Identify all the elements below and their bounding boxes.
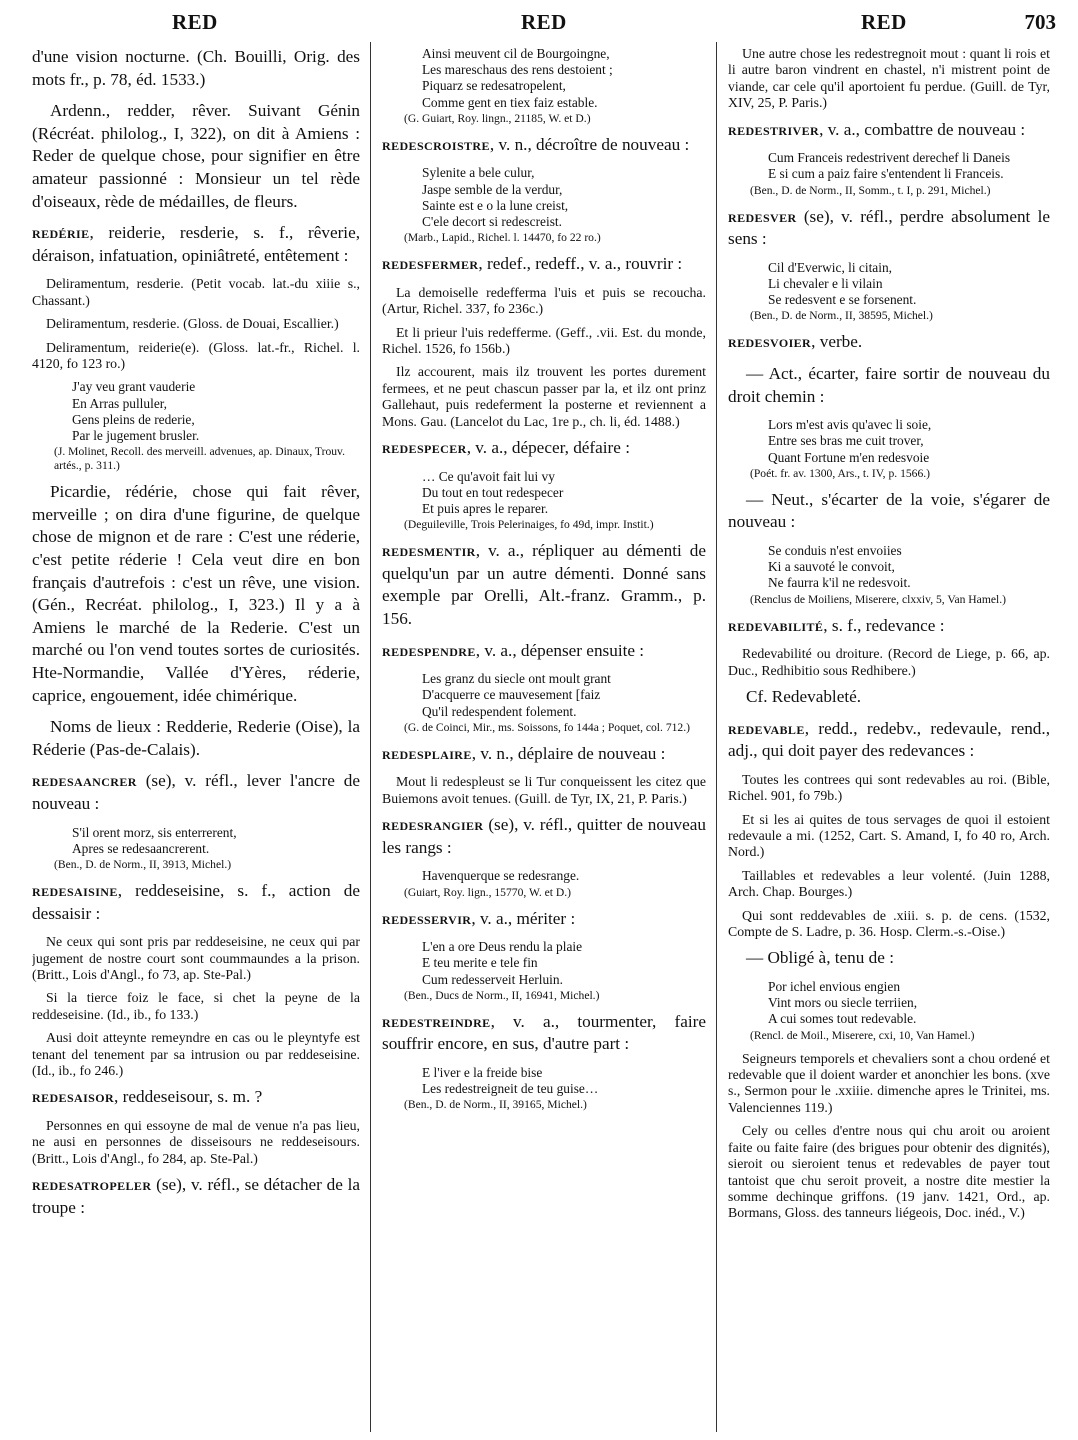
- entry-definition: , verbe.: [811, 332, 863, 352]
- verse-line: Qu'il redespendent folement.: [422, 703, 577, 719]
- citation: Toutes les contrees qui sont redevables au roi. (Bible, Richel. 901, fo 79b.): [728, 771, 1050, 804]
- verse-line: Piquarz se redesatropelent,: [422, 78, 566, 94]
- verse-line: Li chevaler e li vilain: [768, 276, 883, 292]
- citation: Qui sont reddevables de .xiii. s. p. de cens. (1532, Compte de S. Ladre, p. 36. Hosp. Clerm.-s.-Oise.): [728, 907, 1050, 940]
- verse-line: E si cum a paiz faire s'entendent li Franceis.: [768, 166, 1004, 182]
- entry-headword: redesvoier: [728, 332, 812, 352]
- entry-headword: redesver: [728, 206, 797, 226]
- dictionary-entry: [382, 253, 706, 276]
- citation: Taillables et redevables a leur volenté. (Juin 1288, Arch. Chap. Bourges.): [728, 867, 1050, 900]
- verse-quotation: [382, 1065, 706, 1112]
- entry-definition: , v. a., combattre de nouveau :: [819, 119, 1026, 139]
- dictionary-entry: [32, 222, 360, 267]
- entry-headword: redesfermer: [382, 254, 479, 274]
- verse-source: (Poét. fr. av. 1300, Ars., t. IV, p. 1566.): [750, 466, 931, 480]
- entry-definition: , v. a., dépecer, défaire :: [466, 438, 630, 458]
- entry-definition: , v. a., répliquer au démenti de quelqu'un par un autre démenti. Donné sans exemple par Orelli, Alt.-franz. Gramm., p. 156.: [382, 541, 706, 629]
- verse-line: Por ichel envious engien: [768, 979, 901, 995]
- verse-source: (Ben., D. de Norm., II, Somm., t. I, p. 291, Michel.): [750, 183, 991, 197]
- entry-headword: redespendre: [382, 640, 476, 660]
- verse-source: (Ben., D. de Norm., II, 38595, Michel.): [750, 309, 933, 323]
- dictionary-entry: [382, 814, 706, 859]
- verse-line: E l'iver e la freide bise: [422, 1065, 543, 1081]
- verse-line: A cui somes tout redevable.: [768, 1011, 917, 1027]
- citation: Cely ou celles d'entre nous qui chu aroit ou aroient faite ou faite faire (des brigues pour obtenir des dignités), sieroit ou sieroient tenus et redevables de payer tout tantoist que chu seroit proveit, a nostre dite mestier la somme dechinque griffons. (19 janv. 1421, Ord., ap. Bormans, Gloss. des tanneurs liégeois, Doc. inéd., V.): [728, 1123, 1050, 1221]
- citation: Deliramentum, resderie. (Petit vocab. lat.-du xiiie s., Chassant.): [32, 276, 360, 308]
- citation: Seigneurs temporels et chevaliers sont a chou ordené et redevable que il doient warder et anonchier les bons. (xve s., Sermon pour le .xxiiie. dimenche apres le Trinitei, ms. Valenciennes 119.): [728, 1050, 1050, 1115]
- entry-headword: redesrangier: [382, 815, 484, 835]
- entry-headword: redesaisor: [32, 1087, 115, 1107]
- verse-line: S'il orent morz, sis enterrerent,: [72, 824, 237, 840]
- citation: Et si les ai quites de tous servages de quoi il estoient redevaule a mi. (1252, Cart. S. Amand, I, fo 40 ro, Arch. Nord.): [728, 811, 1050, 860]
- dictionary-entry: [728, 331, 1050, 354]
- entry-headword: redescroistre: [382, 134, 490, 154]
- verse-line: Ainsi meuvent cil de Bourgoingne,: [422, 46, 610, 61]
- entry-paragraph: Picardie, rédérie, chose qui fait rêver, merveille ; on dira d'une figurine, de quelque chose de mignon et de rare : C'est une réderie, c'est petite réderie ! Cela veut dire en bon français d'autrefois : c'est un rêve, une vision. (Gén., Recréat. philolog., I, 323.) Il y a à Amiens le marché de la Rederie. C'est un marché ou l'on vend toutes sortes de curiosités. Hte-Normandie, Vallée d'Yères, réderie, caprice, engouement, idée chimérique.: [32, 482, 360, 705]
- verse-line: Jaspe semble de la verdur,: [422, 181, 563, 197]
- entry-definition: (se), v. réfl., perdre absolument le sens :: [728, 206, 1050, 249]
- verse-line: Ne faurra k'il ne redesvoit.: [768, 575, 911, 591]
- verse-line: Les redestreigneit de teu guise…: [422, 1081, 599, 1097]
- entry-headword: redesmentir: [382, 541, 476, 561]
- dictionary-entry: [382, 743, 706, 766]
- entry-definition: , v. a., dépenser ensuite :: [475, 640, 645, 660]
- entry-definition: , reiderie, resderie, s. f., rêverie, déraison, infatuation, opiniâtreté, entêtement :: [32, 223, 360, 265]
- verse-line: Par le jugement brusler.: [72, 427, 200, 443]
- verse-source: (Guiart, Roy. lign., 15770, W. et D.): [404, 885, 572, 899]
- verse-line: Se redesvent e se forsenent.: [768, 292, 917, 308]
- dictionary-entry: [32, 880, 360, 925]
- citation: Et li prieur l'uis redefferme. (Geff., .vii. Est. du monde, Richel. 1526, fo 156b.): [382, 324, 706, 357]
- running-header: [0, 0, 1078, 44]
- dictionary-entry: [32, 1086, 360, 1109]
- verse-line: Havenquerque se redesrange.: [422, 868, 580, 884]
- citation: La demoiselle redefferma l'uis et puis se recoucha. (Artur, Richel. 337, fo 236c.): [382, 284, 706, 317]
- header-right: RED: [861, 10, 907, 34]
- dictionary-entry: [728, 615, 1050, 638]
- verse-line: Cum redesserveit Herluin.: [422, 971, 563, 987]
- citation: Mout li redespleust se li Tur conqueissent les citez que Buiemons avoit tenues. (Guill. de Tyr, IX, 21, P. Paris.): [382, 774, 706, 806]
- header-left: RED: [172, 10, 218, 34]
- verse-line: Quant Fortune m'en redesvoie: [768, 449, 930, 465]
- dictionary-entry: [32, 770, 360, 815]
- verse-source: (Rencl. de Moil., Miserere, cxi, 10, Van Hamel.): [750, 1028, 975, 1042]
- dictionary-entry: [382, 437, 706, 460]
- verse-quotation: [382, 165, 706, 245]
- entry-paragraph: Noms de lieux : Redderie, Rederie (Oise), la Réderie (Pas-de-Calais).: [32, 717, 360, 759]
- dictionary-entry: [382, 908, 706, 931]
- verse-quotation: [382, 868, 706, 899]
- verse-line: E teu merite e tele fin: [422, 955, 538, 971]
- verse-source: (Marb., Lapid., Richel. l. 14470, fo 22 ro.): [404, 231, 601, 245]
- entry-definition: , reddeseisine, s. f., action de dessaisir :: [32, 880, 360, 923]
- header-center: RED: [521, 10, 567, 34]
- verse-line: Se conduis n'est envoiies: [768, 543, 902, 558]
- verse-quotation: [728, 150, 1050, 197]
- entry-continuation: d'une vision nocturne. (Ch. Bouilli, Orig. des mots fr., p. 78, éd. 1533.): [32, 47, 360, 89]
- verse-line: Les granz du siecle ont moult grant: [422, 671, 611, 687]
- verse-line: Et puis apres le reparer.: [422, 501, 549, 517]
- column-1: [32, 46, 360, 1432]
- verse-quotation: [728, 260, 1050, 324]
- entry-definition: (se), v. réfl., quitter de nouveau les rangs :: [382, 815, 706, 857]
- verse-quotation: [32, 379, 360, 473]
- entry-definition: , v. n., déplaire de nouveau :: [471, 743, 666, 763]
- verse-source: (Ben., D. de Norm., II, 39165, Michel.): [404, 1098, 587, 1112]
- verse-line: Gens pleins de rederie,: [72, 411, 195, 427]
- verse-quotation: [32, 825, 360, 872]
- citation: Ausi doit atteynte remeyndre en cas ou le pleyntyfe est tenant del tenement par sa intrusion ou par reddeseisine. (Id., ib., fo 246.): [32, 1030, 360, 1078]
- verse-line: Ki a sauvoté le convoit,: [768, 559, 895, 575]
- verse-line: D'acquerre ce mauvesement [faiz: [422, 687, 601, 703]
- citation: Ne ceux qui sont pris par reddeseisine, ne ceux qui par jugement de nostre court sont coummaundes a la prison. (Britt., Lois d'Angl., fo 73, ap. Ste-Pal.): [32, 934, 360, 982]
- verse-line: … Ce qu'avoit fait lui vy: [422, 468, 555, 484]
- entry-headword: redesaancrer: [32, 771, 137, 791]
- citation: Une autre chose les redestregnoit mout : quant li rois et li autre baron vindrent en chastel, n'i mistrent point de viande, car cele qu'il aportoient fu perdue. (Guill. de Tyr, XIV, 25, P. Paris.): [728, 46, 1050, 111]
- dictionary-entry: [728, 206, 1050, 251]
- verse-quotation: [728, 543, 1050, 607]
- entry-headword: redesatropeler: [32, 1175, 152, 1195]
- verse-line: Sylenite a bele culur,: [422, 165, 535, 181]
- verse-line: Lors m'est avis qu'avec li soie,: [768, 417, 932, 433]
- verse-quotation: [728, 979, 1050, 1043]
- verse-line: Comme gent en tiex faiz estable.: [422, 94, 598, 110]
- entry-definition: , v. a., mériter :: [471, 908, 576, 928]
- entry-definition: , redd., redebv., redevaule, rend., adj., qui doit payer des redevances :: [728, 718, 1050, 761]
- verse-line: Les mareschaus des rens destoient ;: [422, 62, 613, 78]
- entry-paragraph: Cf. Redevableté.: [746, 687, 862, 707]
- entry-headword: redestreindre: [382, 1011, 491, 1031]
- dictionary-entry: [382, 540, 706, 630]
- verse-line: Du tout en tout redespecer: [422, 484, 564, 500]
- dictionary-entry: [32, 1174, 360, 1219]
- verse-line: Apres se redesaancrerent.: [72, 840, 210, 856]
- entry-paragraph: Ardenn., redder, rêver. Suivant Génin (Récréat. philolog., I, 322), on dit à Amiens : Reder de quelque chose, pour signifier en être amateur passionné : Monsieur un tel rède d'oiseaux, rède de médailles, de fleurs.: [32, 101, 360, 211]
- citation: Deliramentum, reiderie(e). (Gloss. lat.-fr., Richel. l. 4120, fo 123 ro.): [32, 339, 360, 371]
- dictionary-entry: [728, 718, 1050, 763]
- verse-quotation: [728, 417, 1050, 481]
- column-2: [382, 46, 706, 1432]
- column-3: [728, 46, 1050, 1432]
- entry-headword: redesservir: [382, 908, 472, 928]
- entry-headword: redespecer: [382, 438, 467, 458]
- citation: Deliramentum, resderie. (Gloss. de Douai, Escallier.): [46, 316, 339, 332]
- verse-source: (G. de Coinci, Mir., ms. Soissons, fo 144a ; Poquet, col. 712.): [404, 720, 690, 734]
- verse-line: Vint mors ou siecle terriien,: [768, 995, 918, 1011]
- entry-definition: , redef., redeff., v. a., rouvrir :: [478, 254, 683, 274]
- entry-paragraph: — Act., écarter, faire sortir de nouveau du droit chemin :: [728, 364, 1050, 406]
- verse-source: (Renclus de Moiliens, Miserere, clxxiv, 5, Van Hamel.): [750, 592, 1006, 606]
- column-divider-1: [370, 42, 371, 1432]
- entry-definition: , v. n., décroître de nouveau :: [489, 134, 690, 154]
- verse-quotation: [382, 939, 706, 1003]
- verse-line: Entre ses bras me cuit trover,: [768, 433, 924, 449]
- column-divider-2: [716, 42, 717, 1432]
- entry-headword: redérie: [32, 223, 90, 243]
- page-number: 703: [1024, 10, 1056, 34]
- dictionary-entry: [382, 640, 706, 663]
- verse-quotation: [382, 469, 706, 533]
- verse-source: (G. Guiart, Roy. lingn., 21185, W. et D.): [404, 111, 591, 125]
- verse-line: Sainte est e o la lune creist,: [422, 197, 569, 213]
- entry-headword: redestriver: [728, 119, 820, 139]
- citation: Ilz accourent, mais ilz trouvent les portes durement fermees, et ne peut chascun passer par la, et ilz ont prinz Gallehaut, puis redeferment la posterne et reviennent a Mons. Gau. (Lancelot du Lac, 1re p., ch. li, éd. 1488.): [382, 364, 706, 429]
- dictionary-entry: [728, 119, 1050, 142]
- verse-line: Cil d'Everwic, li citain,: [768, 259, 893, 275]
- entry-headword: redevable: [728, 718, 805, 738]
- entry-definition: , v. a., tourmenter, faire souffrir encore, en sus, d'autre part :: [382, 1011, 706, 1054]
- verse-line: C'ele decort si redescreist.: [422, 214, 562, 230]
- entry-definition: , reddeseisour, s. m. ?: [114, 1087, 263, 1107]
- verse-source: (Ben., D. de Norm., II, 3913, Michel.): [54, 857, 232, 871]
- verse-line: En Arras pulluler,: [72, 395, 168, 411]
- entry-definition: (se), v. réfl., se détacher de la troupe :: [32, 1175, 360, 1217]
- entry-headword: redesaisine: [32, 880, 118, 900]
- dictionary-entry: [382, 134, 706, 157]
- dictionary-entry: [382, 1011, 706, 1056]
- verse-quotation: [382, 46, 706, 126]
- verse-quotation: [382, 671, 706, 735]
- verse-line: Cum Franceis redestrivent derechef li Daneis: [768, 150, 1011, 166]
- entry-headword: redevabilité: [728, 615, 824, 635]
- verse-source: (Ben., Ducs de Norm., II, 16941, Michel.): [404, 988, 600, 1002]
- verse-source: (J. Molinet, Recoll. des merveill. advenues, ap. Dinaux, Trouv. artés., p. 311.): [54, 445, 345, 473]
- entry-paragraph: — Neut., s'écarter de la voie, s'égarer de nouveau :: [728, 489, 1050, 532]
- citation: Si la tierce foiz le face, si chet la peyne de la reddeseisine. (Id., ib., fo 133.): [32, 990, 360, 1022]
- citation: Redevabilité ou droiture. (Record de Liege, p. 66, ap. Duc., Redhibitio sous Redhibere.): [728, 646, 1050, 678]
- entry-paragraph: — Obligé à, tenu de :: [746, 948, 894, 968]
- verse-source: (Deguileville, Trois Pelerinaiges, fo 49d, impr. Instit.): [404, 518, 654, 532]
- verse-line: L'en a ore Deus rendu la plaie: [422, 939, 583, 955]
- citation: Personnes en qui essoyne de mal de venue n'a pas lieu, ne ausi en personnes de disseisours ne reddeseisours. (Britt., Lois d'Angl., fo 284, ap. Ste-Pal.): [32, 1117, 360, 1166]
- entry-headword: redesplaire: [382, 743, 472, 763]
- entry-definition: , s. f., redevance :: [823, 615, 945, 635]
- entry-definition: (se), v. réfl., lever l'ancre de nouveau :: [32, 771, 360, 813]
- verse-line: J'ay veu grant vauderie: [72, 379, 196, 395]
